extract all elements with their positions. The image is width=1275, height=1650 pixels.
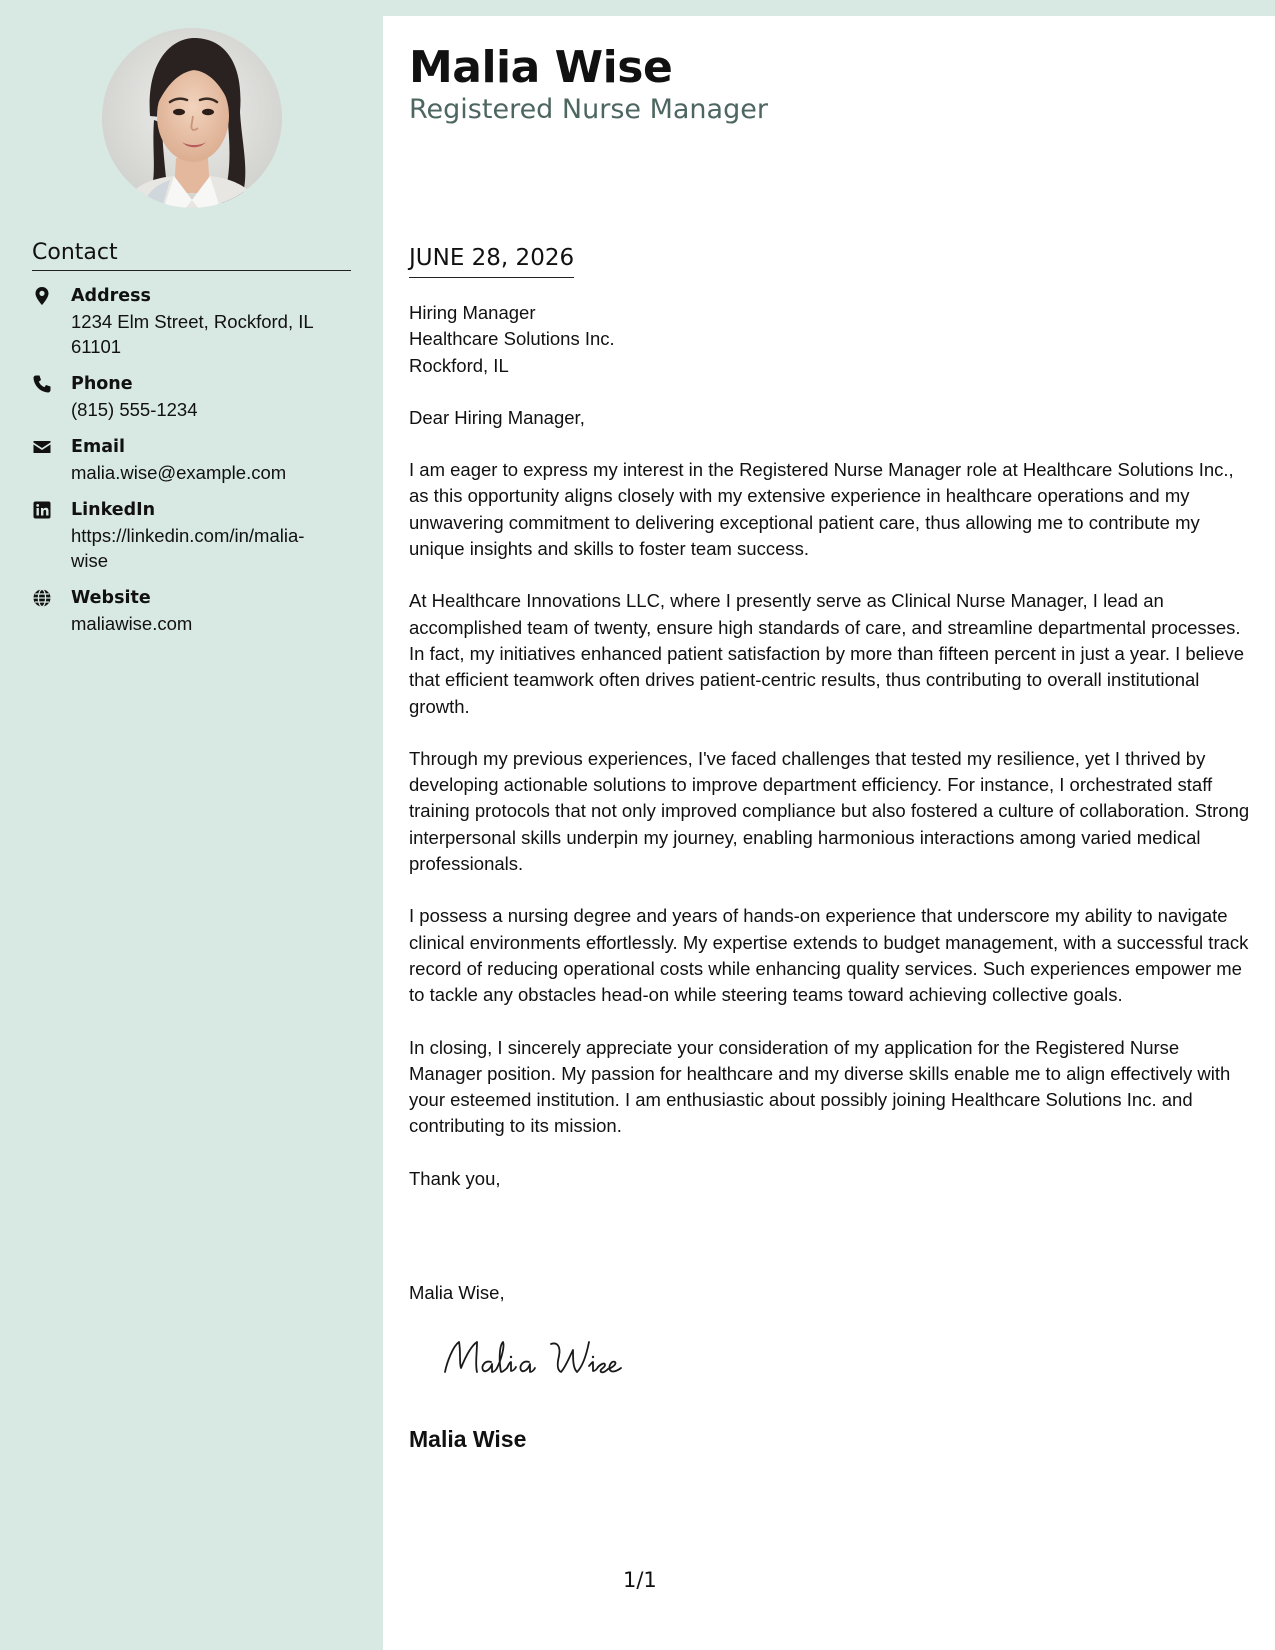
contact-label: Email: [71, 437, 125, 457]
website-value[interactable]: maliawise.com: [71, 613, 193, 634]
signoff: Malia Wise,: [409, 1282, 505, 1303]
linkedin-icon: [32, 500, 52, 520]
phone-value[interactable]: (815) 555-1234: [71, 399, 198, 420]
applicant-name: Malia Wise: [409, 42, 673, 93]
contact-website: [32, 586, 352, 636]
contact-linkedin: [32, 498, 352, 573]
job-title: Registered Nurse Manager: [409, 94, 768, 125]
letter-paragraph: In closing, I sincerely appreciate your consideration of my application for the Registered Nurse Manager position. My passion for healthcare and my diverse skills enable me to align effectively with your esteemed institution. I am enthusiastic about possibly joining Healthcare Solutions Inc. and contributing to its mission.: [409, 1036, 1231, 1137]
contact-list: [32, 284, 352, 649]
phone-icon: [32, 374, 52, 394]
location-pin-icon: [32, 286, 52, 306]
recipient-line: Rockford, IL: [409, 354, 509, 376]
letter-paragraph: At Healthcare Innovations LLC, where I presently serve as Clinical Nurse Manager, I lead an accomplished team of twenty, ensure high standards of care, and streamline departmental processes. In fact, my initiatives enhanced patient satisfaction by more than fifteen percent in just a year. I believe that efficient teamwork often drives patient-centric results, thus contributing to overall institutional growth.: [409, 590, 1245, 717]
contact-email: [32, 435, 352, 485]
envelope-icon: [32, 437, 52, 457]
contact-phone: [32, 372, 352, 422]
profile-photo: [102, 28, 282, 208]
globe-icon: [32, 588, 52, 608]
contact-label: Address: [71, 286, 151, 306]
contact-address: [32, 284, 352, 359]
letter-body: [409, 300, 1257, 1218]
closing: Thank you,: [409, 1167, 501, 1189]
recipient-line: Hiring Manager: [409, 302, 536, 323]
contact-label: Website: [71, 588, 151, 608]
letter-paragraph: I possess a nursing degree and years of hands-on experience that underscore my ability to navigate clinical environments effortlessly. My expertise extends to budget management, with a successful track record of reducing operational costs while enhancing quality services. Such experiences empower me to tackle any obstacles head-on while steering teams toward achieving collective goals.: [409, 905, 1249, 1006]
recipient-block: [409, 300, 1257, 379]
letter-page: [383, 16, 1275, 1650]
letter-paragraph: I am eager to express my interest in the Registered Nurse Manager role at Healthcare Solutions Inc., as this opportunity aligns closely with my extensive experience in healthcare operations and my unwavering commitment to delivering exceptional patient care, thus allowing me to contribute my unique insights and skills to foster team success.: [409, 459, 1234, 560]
contact-heading: Contact: [32, 240, 351, 271]
recipient-line: Healthcare Solutions Inc.: [409, 328, 615, 350]
address-value: 1234 Elm Street, Rockford, IL 61101: [71, 311, 313, 357]
letter-paragraph: Through my previous experiences, I've faced challenges that tested my resilience, yet I thrived by developing actionable solutions to improve department efficiency. For instance, I orchestrated staff training protocols that not only improved compliance but also fostered a culture of collaboration. Strong interpersonal skills underpin my journey, enabling harmonious interactions among varied medical professionals.: [409, 747, 1250, 875]
page-number: 1/1: [623, 1568, 657, 1592]
email-value[interactable]: malia.wise@example.com: [71, 462, 287, 483]
contact-label: LinkedIn: [71, 500, 156, 520]
signature-drawing: [439, 1332, 639, 1384]
salutation: Dear Hiring Manager,: [409, 406, 585, 428]
linkedin-value[interactable]: https://linkedin.com/in/malia-wise: [71, 525, 305, 571]
letter-date: JUNE 28, 2026: [409, 245, 574, 278]
contact-label: Phone: [71, 374, 133, 394]
printed-name: Malia Wise: [409, 1426, 527, 1452]
sidebar: [0, 0, 383, 1650]
handwritten-signature: [439, 1332, 639, 1384]
portrait-illustration: [102, 28, 282, 208]
